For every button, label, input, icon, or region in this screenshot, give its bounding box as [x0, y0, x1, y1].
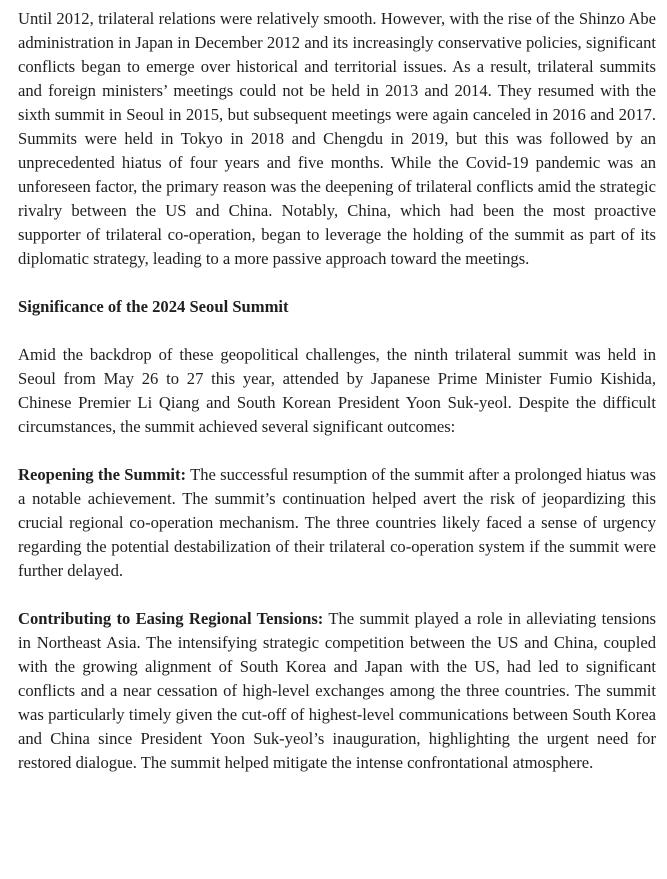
- paragraph-spacer: [18, 583, 656, 607]
- point-reopening-text: The successful resumption of the summit after a prolonged hiatus was a notable achievement. The summit’s continuation helped avert the risk of jeopardizing this crucial regional co-operation mechanism. The three countries likely faced a sense of urgency regarding the potential destabilization of their trilateral co-operation system if the summit were further delayed.: [18, 465, 656, 580]
- point-tensions-paragraph: [18, 607, 656, 775]
- paragraph-spacer: [18, 439, 656, 463]
- point-tensions-lead: Contributing to Easing Regional Tensions:: [18, 609, 324, 628]
- point-reopening-paragraph: [18, 463, 656, 583]
- paragraph-spacer: [18, 271, 656, 295]
- paragraph-spacer: [18, 319, 656, 343]
- point-reopening-lead: Reopening the Summit:: [18, 465, 187, 484]
- point-tensions-text: The summit played a role in alleviating tensions in Northeast Asia. The intensifying strategic competition between the US and China, coupled with the growing alignment of South Korea and Japan with the US, had led to significant conflicts and a near cessation of high-level exchanges among the three countries. The summit was particularly timely given the cut-off of highest-level communications between South Korea and China since President Yoon Suk-yeol’s inauguration, highlighting the urgent need for restored dialogue. The summit helped mitigate the intense confrontational atmosphere.: [18, 609, 656, 772]
- intro-paragraph: Until 2012, trilateral relations were relatively smooth. However, with the rise of the Shinzo Abe administration in Japan in December 2012 and its increasingly conservative policies, significant conflicts began to emerge over historical and territorial issues. As a result, trilateral summits and foreign ministers’ meetings could not be held in 2013 and 2014. They resumed with the sixth summit in Seoul in 2015, but subsequent meetings were again canceled in 2016 and 2017. Summits were held in Tokyo in 2018 and Chengdu in 2019, but this was followed by an unprecedented hiatus of four years and five months. While the Covid-19 pandemic was an unforeseen factor, the primary reason was the deepening of trilateral conflicts amid the strategic rivalry between the US and China. Notably, China, which had been the most proactive supporter of trilateral co-operation, began to leverage the holding of the summit as part of its diplomatic strategy, leading to a more passive approach toward the meetings.: [18, 9, 656, 268]
- section-heading: Significance of the 2024 Seoul Summit: [18, 297, 289, 316]
- backdrop-paragraph: Amid the backdrop of these geopolitical challenges, the ninth trilateral summit was held in Seoul from May 26 to 27 this year, attended by Japanese Prime Minister Fumio Kishida, Chinese Premier Li Qiang and South Korean President Yoon Suk-yeol. Despite the difficult circumstances, the summit achieved several significant outcomes:: [18, 345, 656, 436]
